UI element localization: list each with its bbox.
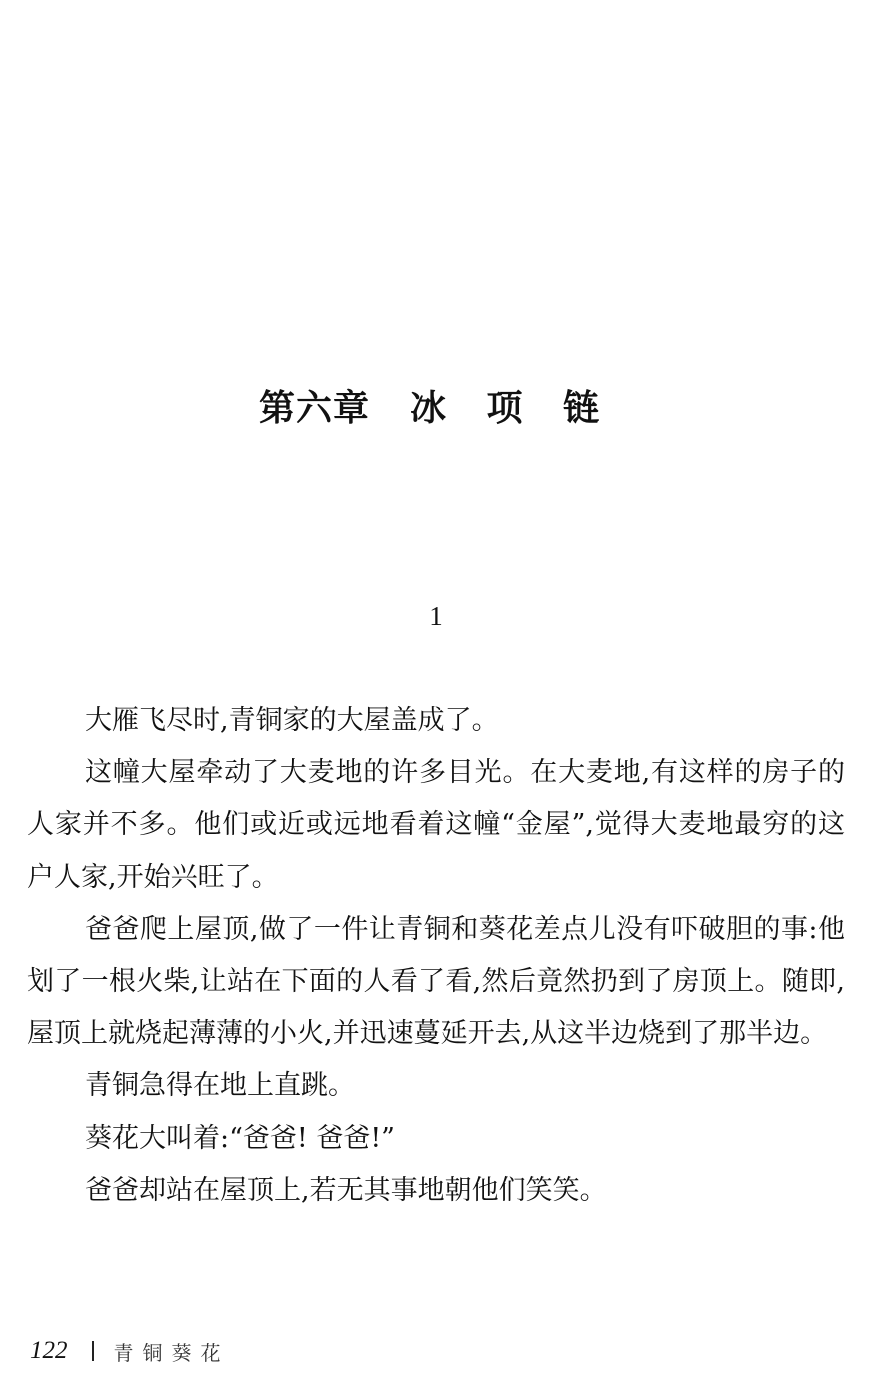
paragraph: 青铜急得在地上直跳。: [85, 1070, 355, 1102]
footer-divider: [92, 1341, 94, 1361]
paragraph: 爸爸却站在屋顶上,若无其事地朝他们笑笑。: [85, 1174, 607, 1206]
body-text: [27, 695, 845, 1217]
paragraph: 这幢大屋牵动了大麦地的许多目光。在大麦地,有这样的房子的人家并不多。他们或近或远地看着这幢“金屋”,觉得大麦地最穷的这户人家,开始兴旺了。: [27, 757, 845, 893]
page-number: 122: [30, 1337, 68, 1364]
book-title: 青铜葵花: [113, 1340, 230, 1365]
paragraph: 大雁飞尽时,青铜家的大屋盖成了。: [85, 705, 499, 736]
section-number: 1: [429, 601, 443, 631]
paragraph: 爸爸爬上屋顶,做了一件让青铜和葵花差点儿没有吓破胆的事:他划了一根火柴,让站在下面的人看了看,然后竟然扔到了房顶上。随即,屋顶上就烧起薄薄的小火,并迅速蔓延开去,从这半边烧到了那半边。: [27, 913, 845, 1050]
chapter-heading: [0, 384, 872, 434]
page-footer: [30, 1333, 230, 1369]
chapter-number: 第六章: [258, 388, 370, 429]
chapter-title: 冰 项 链: [409, 388, 614, 429]
paragraph: 葵花大叫着:“爸爸! 爸爸!”: [85, 1122, 395, 1154]
